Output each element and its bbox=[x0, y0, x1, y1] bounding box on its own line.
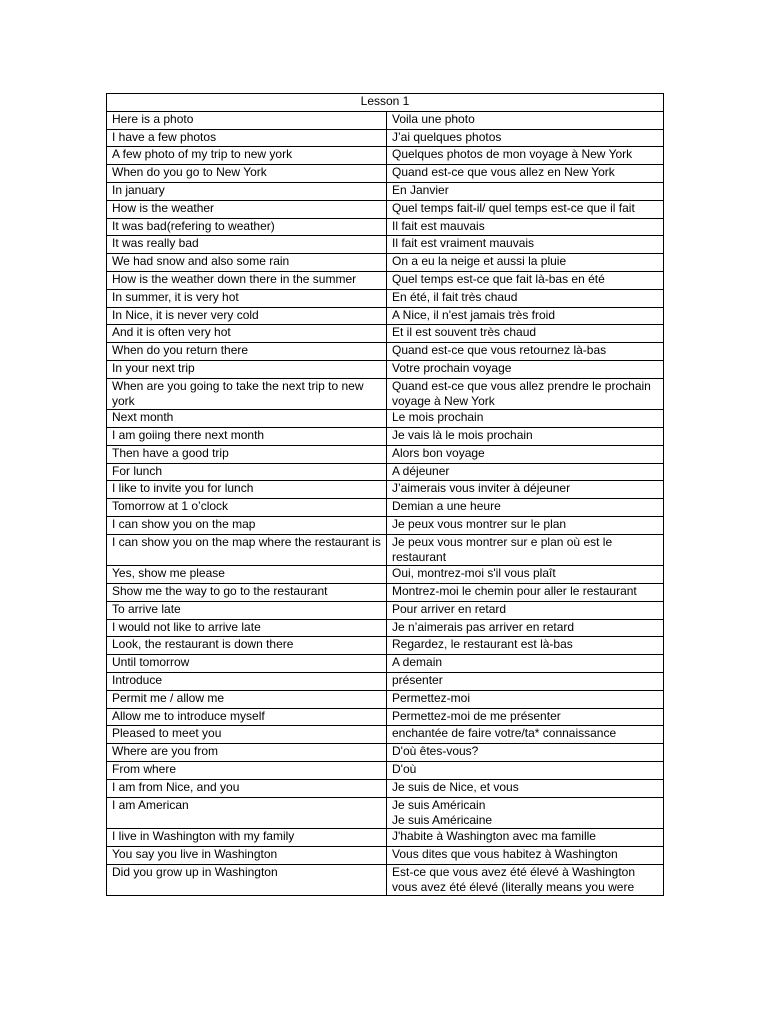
french-cell: Et il est souvent très chaud bbox=[387, 325, 664, 343]
english-cell: Show me the way to go to the restaurant bbox=[107, 583, 387, 601]
table-row bbox=[107, 360, 664, 378]
table-row bbox=[107, 410, 664, 428]
french-cell: Il fait est mauvais bbox=[387, 218, 664, 236]
french-cell: Permettez-moi bbox=[387, 690, 664, 708]
french-cell: Oui, montrez-moi s'il vous plaît bbox=[387, 566, 664, 584]
french-cell: A déjeuner bbox=[387, 463, 664, 481]
english-cell: I live in Washington with my family bbox=[107, 828, 387, 846]
table-row bbox=[107, 655, 664, 673]
english-cell: I have a few photos bbox=[107, 129, 387, 147]
french-line: Je suis Américaine bbox=[392, 812, 493, 827]
french-cell: A Nice, il n'est jamais très froid bbox=[387, 307, 664, 325]
french-cell: présenter bbox=[387, 672, 664, 690]
french-cell: En été, il fait très chaud bbox=[387, 289, 664, 307]
table-row bbox=[107, 200, 664, 218]
english-cell: How is the weather down there in the summer bbox=[107, 271, 387, 289]
french-cell: J'habite à Washington avec ma famille bbox=[387, 828, 664, 846]
english-cell: A few photo of my trip to new york bbox=[107, 147, 387, 165]
table-title: Lesson 1 bbox=[107, 94, 664, 112]
table-row bbox=[107, 325, 664, 343]
english-cell: For lunch bbox=[107, 463, 387, 481]
table-row bbox=[107, 726, 664, 744]
table-row bbox=[107, 218, 664, 236]
table-row bbox=[107, 307, 664, 325]
english-cell: In summer, it is very hot bbox=[107, 289, 387, 307]
english-cell: When do you return there bbox=[107, 343, 387, 361]
english-cell: In january bbox=[107, 182, 387, 200]
table-row bbox=[107, 445, 664, 463]
english-cell: Here is a photo bbox=[107, 111, 387, 129]
english-cell: Did you grow up in Washington bbox=[107, 864, 387, 895]
french-cell: J’ai quelques photos bbox=[387, 129, 664, 147]
english-cell: Yes, show me please bbox=[107, 566, 387, 584]
french-cell: J’aimerais vous inviter à déjeuner bbox=[387, 481, 664, 499]
table-row bbox=[107, 690, 664, 708]
english-cell: And it is often very hot bbox=[107, 325, 387, 343]
english-cell: We had snow and also some rain bbox=[107, 254, 387, 272]
french-cell: Je peux vous montrer sur le plan bbox=[387, 516, 664, 534]
french-cell: Je suis de Nice, et vous bbox=[387, 779, 664, 797]
french-cell: Quand est-ce que vous allez prendre le prochain voyage à New York bbox=[387, 378, 664, 409]
french-cell: A demain bbox=[387, 655, 664, 673]
table-row bbox=[107, 378, 664, 409]
vocabulary-table bbox=[106, 93, 664, 896]
french-cell: Votre prochain voyage bbox=[387, 360, 664, 378]
table-row bbox=[107, 289, 664, 307]
english-cell: I am goiing there next month bbox=[107, 427, 387, 445]
english-cell: Pleased to meet you bbox=[107, 726, 387, 744]
french-cell: En Janvier bbox=[387, 182, 664, 200]
french-cell: Vous dites que vous habitez à Washington bbox=[387, 846, 664, 864]
english-cell: Permit me / allow me bbox=[107, 690, 387, 708]
french-cell: Le mois prochain bbox=[387, 410, 664, 428]
table-row bbox=[107, 797, 664, 828]
english-cell: I would not like to arrive late bbox=[107, 619, 387, 637]
french-cell: Quelques photos de mon voyage à New York bbox=[387, 147, 664, 165]
french-cell: Quel temps fait-il/ quel temps est-ce que il fait bbox=[387, 200, 664, 218]
english-cell: I can show you on the map bbox=[107, 516, 387, 534]
english-cell: In Nice, it is never very cold bbox=[107, 307, 387, 325]
table-row bbox=[107, 129, 664, 147]
table-title-row bbox=[107, 94, 664, 112]
english-cell: I can show you on the map where the restaurant is bbox=[107, 534, 387, 565]
french-cell: Quand est-ce que vous retournez là-bas bbox=[387, 343, 664, 361]
english-cell: I like to invite you for lunch bbox=[107, 481, 387, 499]
french-cell: Quand est-ce que vous allez en New York bbox=[387, 165, 664, 183]
english-cell: You say you live in Washington bbox=[107, 846, 387, 864]
english-cell: Next month bbox=[107, 410, 387, 428]
english-cell: Tomorrow at 1 o’clock bbox=[107, 499, 387, 517]
french-cell: Montrez-moi le chemin pour aller le restaurant bbox=[387, 583, 664, 601]
table-row bbox=[107, 463, 664, 481]
english-cell: Introduce bbox=[107, 672, 387, 690]
french-cell: Pour arriver en retard bbox=[387, 601, 664, 619]
table-row bbox=[107, 761, 664, 779]
table-row bbox=[107, 566, 664, 584]
french-line: Est-ce que vous avez été élevé à Washington bbox=[392, 864, 636, 879]
english-cell: Until tomorrow bbox=[107, 655, 387, 673]
english-cell: It was bad(refering to weather) bbox=[107, 218, 387, 236]
english-cell: Allow me to introduce myself bbox=[107, 708, 387, 726]
table-row bbox=[107, 744, 664, 762]
english-cell: When are you going to take the next trip to new york bbox=[107, 378, 387, 409]
table-row bbox=[107, 708, 664, 726]
english-cell: Where are you from bbox=[107, 744, 387, 762]
table-row bbox=[107, 271, 664, 289]
table-row bbox=[107, 637, 664, 655]
french-cell: Quel temps est-ce que fait là-bas en été bbox=[387, 271, 664, 289]
table-row bbox=[107, 427, 664, 445]
french-cell: Alors bon voyage bbox=[387, 445, 664, 463]
table-row bbox=[107, 236, 664, 254]
french-cell: D'où êtes-vous? bbox=[387, 744, 664, 762]
french-cell: Je n’aimerais pas arriver en retard bbox=[387, 619, 664, 637]
table-row bbox=[107, 846, 664, 864]
french-line: Je suis Américain bbox=[392, 797, 486, 812]
french-cell: Permettez-moi de me présenter bbox=[387, 708, 664, 726]
table-row bbox=[107, 182, 664, 200]
french-cell bbox=[387, 797, 664, 828]
english-cell: I am American bbox=[107, 797, 387, 828]
english-cell: To arrive late bbox=[107, 601, 387, 619]
table-row bbox=[107, 516, 664, 534]
english-cell: It was really bad bbox=[107, 236, 387, 254]
english-cell: Then have a good trip bbox=[107, 445, 387, 463]
french-cell: Voila une photo bbox=[387, 111, 664, 129]
french-cell: Demian a une heure bbox=[387, 499, 664, 517]
english-cell: In your next trip bbox=[107, 360, 387, 378]
english-cell: How is the weather bbox=[107, 200, 387, 218]
table-row bbox=[107, 111, 664, 129]
table-row bbox=[107, 601, 664, 619]
english-cell: When do you go to New York bbox=[107, 165, 387, 183]
french-cell: On a eu la neige et aussi la pluie bbox=[387, 254, 664, 272]
table-row bbox=[107, 165, 664, 183]
table-row bbox=[107, 147, 664, 165]
table-row bbox=[107, 779, 664, 797]
table-row bbox=[107, 481, 664, 499]
table-row bbox=[107, 499, 664, 517]
table-row bbox=[107, 864, 664, 895]
table-row bbox=[107, 534, 664, 565]
table-row bbox=[107, 254, 664, 272]
table-row bbox=[107, 672, 664, 690]
table-row bbox=[107, 619, 664, 637]
table-row bbox=[107, 583, 664, 601]
english-cell: Look, the restaurant is down there bbox=[107, 637, 387, 655]
french-cell: Regardez, le restaurant est là-bas bbox=[387, 637, 664, 655]
french-cell: Il fait est vraiment mauvais bbox=[387, 236, 664, 254]
english-cell: I am from Nice, and you bbox=[107, 779, 387, 797]
french-line: vous avez été élevé (literally means you were bbox=[392, 879, 635, 894]
french-cell bbox=[387, 864, 664, 895]
table-row bbox=[107, 343, 664, 361]
french-cell: Je peux vous montrer sur e plan où est le restaurant bbox=[387, 534, 664, 565]
french-cell: enchantée de faire votre/ta* connaissance bbox=[387, 726, 664, 744]
table-row bbox=[107, 828, 664, 846]
french-cell: D'où bbox=[387, 761, 664, 779]
english-cell: From where bbox=[107, 761, 387, 779]
french-cell: Je vais là le mois prochain bbox=[387, 427, 664, 445]
